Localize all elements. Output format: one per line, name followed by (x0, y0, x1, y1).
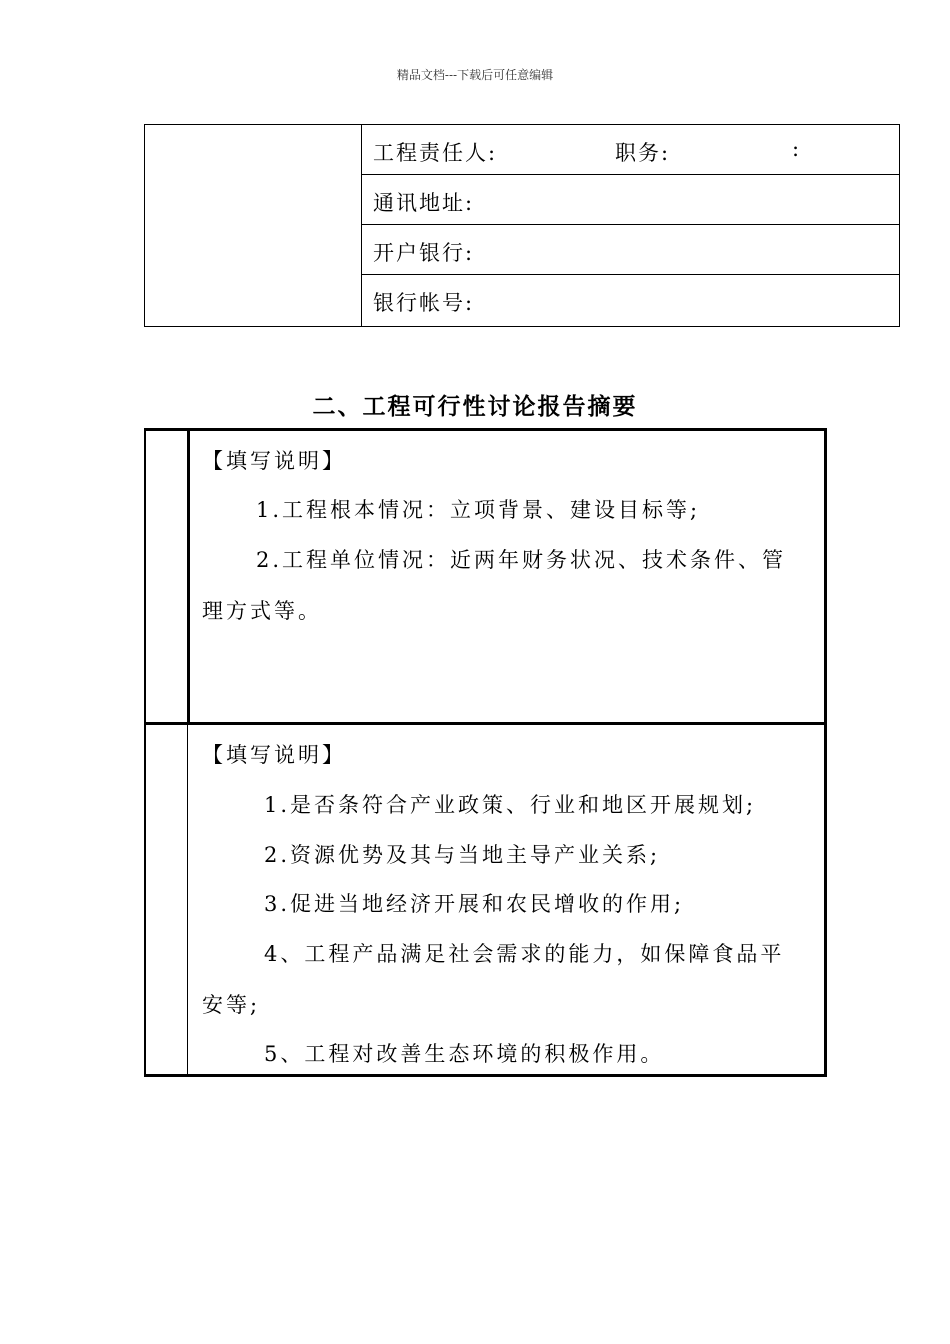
box-1-heading: 【填写说明】 (202, 449, 346, 473)
box-2-heading: 【填写说明】 (202, 743, 346, 767)
box-2-line-5: 安等; (202, 993, 261, 1017)
box-column-divider (187, 431, 190, 722)
box-1-line-3: 理方式等。 (202, 599, 322, 623)
page-header: 精品文档---下载后可任意编辑 (396, 68, 554, 82)
box-2-line-3: 3.促进当地经济开展和农民增收的作用; (264, 892, 685, 916)
info-table (144, 124, 900, 327)
box-column-divider (187, 725, 188, 1074)
info-row-account (362, 275, 899, 328)
bank-label: 开户银行: (373, 241, 475, 265)
position-label: 职务: (615, 141, 671, 165)
box-1-line-2: 2.工程单位情况：近两年财务状况、技术条件、管 (256, 548, 787, 572)
box-2-line-4: 4、工程产品满足社会需求的能力，如保障食品平 (264, 942, 785, 966)
colon-label: : (792, 137, 802, 161)
info-row-project-leader (362, 125, 899, 175)
info-table-left-cell (145, 125, 362, 326)
box-1-line-1: 1.工程根本情况：立项背景、建设目标等; (256, 498, 701, 522)
summary-box-1 (144, 428, 827, 725)
account-label: 银行帐号: (373, 291, 475, 315)
info-row-bank (362, 225, 899, 275)
box-2-line-2: 2.资源优势及其与当地主导产业关系; (264, 843, 661, 867)
box-2-line-1: 1.是否条符合产业政策、行业和地区开展规划; (264, 793, 757, 817)
project-leader-label: 工程责任人: (373, 141, 498, 165)
summary-box-2 (144, 725, 827, 1077)
info-row-address (362, 175, 899, 225)
address-label: 通讯地址: (373, 191, 475, 215)
section-title: 二、工程可行性讨论报告摘要 (312, 393, 638, 420)
box-2-line-6: 5、工程对改善生态环境的积极作用。 (264, 1042, 665, 1066)
